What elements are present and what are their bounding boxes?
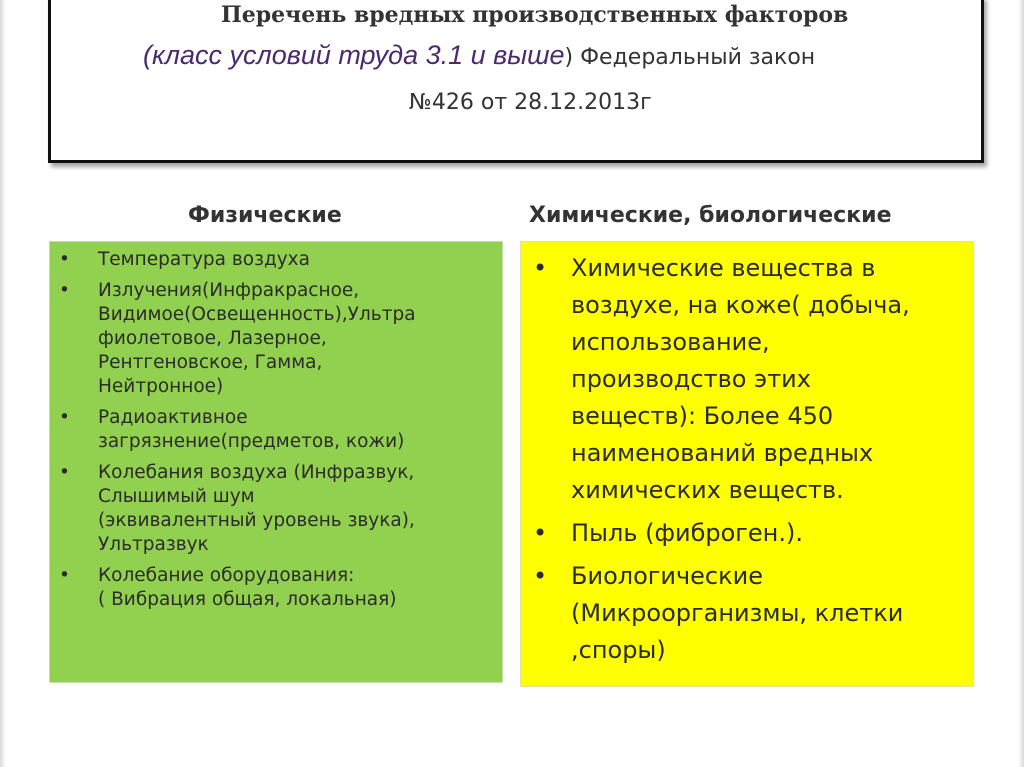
list-item	[50, 406, 488, 454]
title-condition-class: (класс условий труда 3.1 и выше	[143, 40, 565, 70]
chemical-bio-factors-list	[521, 242, 973, 669]
list-item-text: Химические вещества в воздухе, на коже( добыча, использование, производство этих веществ): Более 450 наименований вредных химических веществ.	[571, 254, 910, 504]
list-item	[50, 461, 488, 557]
list-item-text: Пыль (фиброген.).	[571, 519, 803, 547]
slide-right-edge	[1018, 0, 1024, 767]
title-line-1: Перечень вредных производственных факторов	[221, 2, 849, 28]
list-item	[50, 248, 488, 272]
chemical-bio-heading: Химические, биологические	[529, 203, 892, 228]
bullet-icon: •	[59, 280, 70, 301]
bullet-icon: •	[533, 562, 548, 590]
bullet-icon: •	[59, 462, 70, 483]
chemical-bio-factors-panel	[520, 241, 974, 687]
physical-factors-list	[50, 242, 502, 612]
slide-left-edge	[0, 0, 6, 767]
list-item	[521, 515, 963, 552]
list-item-text: Температура воздуха	[98, 249, 310, 270]
title-line-2	[143, 40, 815, 71]
list-item-text: Радиоактивное загрязнение(предметов, кожи)	[98, 407, 405, 452]
title-law: ) Федеральный закон	[564, 45, 816, 70]
physical-factors-panel	[49, 241, 503, 683]
list-item	[521, 250, 963, 509]
list-item-text: Излучения(Инфракрасное, Видимое(Освещенность),Ультра фиолетовое, Лазерное, Рентгеновское, Гамма, Нейтронное)	[98, 280, 416, 397]
list-item	[521, 558, 963, 669]
bullet-icon: •	[59, 249, 70, 270]
list-item-text: Биологические (Микроорганизмы, клетки ,споры)	[571, 562, 904, 664]
title-box	[48, 0, 984, 163]
list-item-text: Колебания воздуха (Инфразвук, Слышимый шум (эквивалентный уровень звука), Ультразвук	[98, 462, 415, 555]
list-item-text: Колебание оборудования: ( Вибрация общая, локальная)	[98, 565, 397, 610]
title-line-3: №426 от 28.12.2013г	[409, 90, 652, 115]
bullet-icon: •	[59, 565, 70, 586]
list-item	[50, 564, 488, 612]
bullet-icon: •	[59, 407, 70, 428]
bullet-icon: •	[533, 254, 548, 282]
physical-heading: Физические	[188, 203, 342, 228]
list-item	[50, 279, 488, 399]
bullet-icon: •	[533, 519, 548, 547]
